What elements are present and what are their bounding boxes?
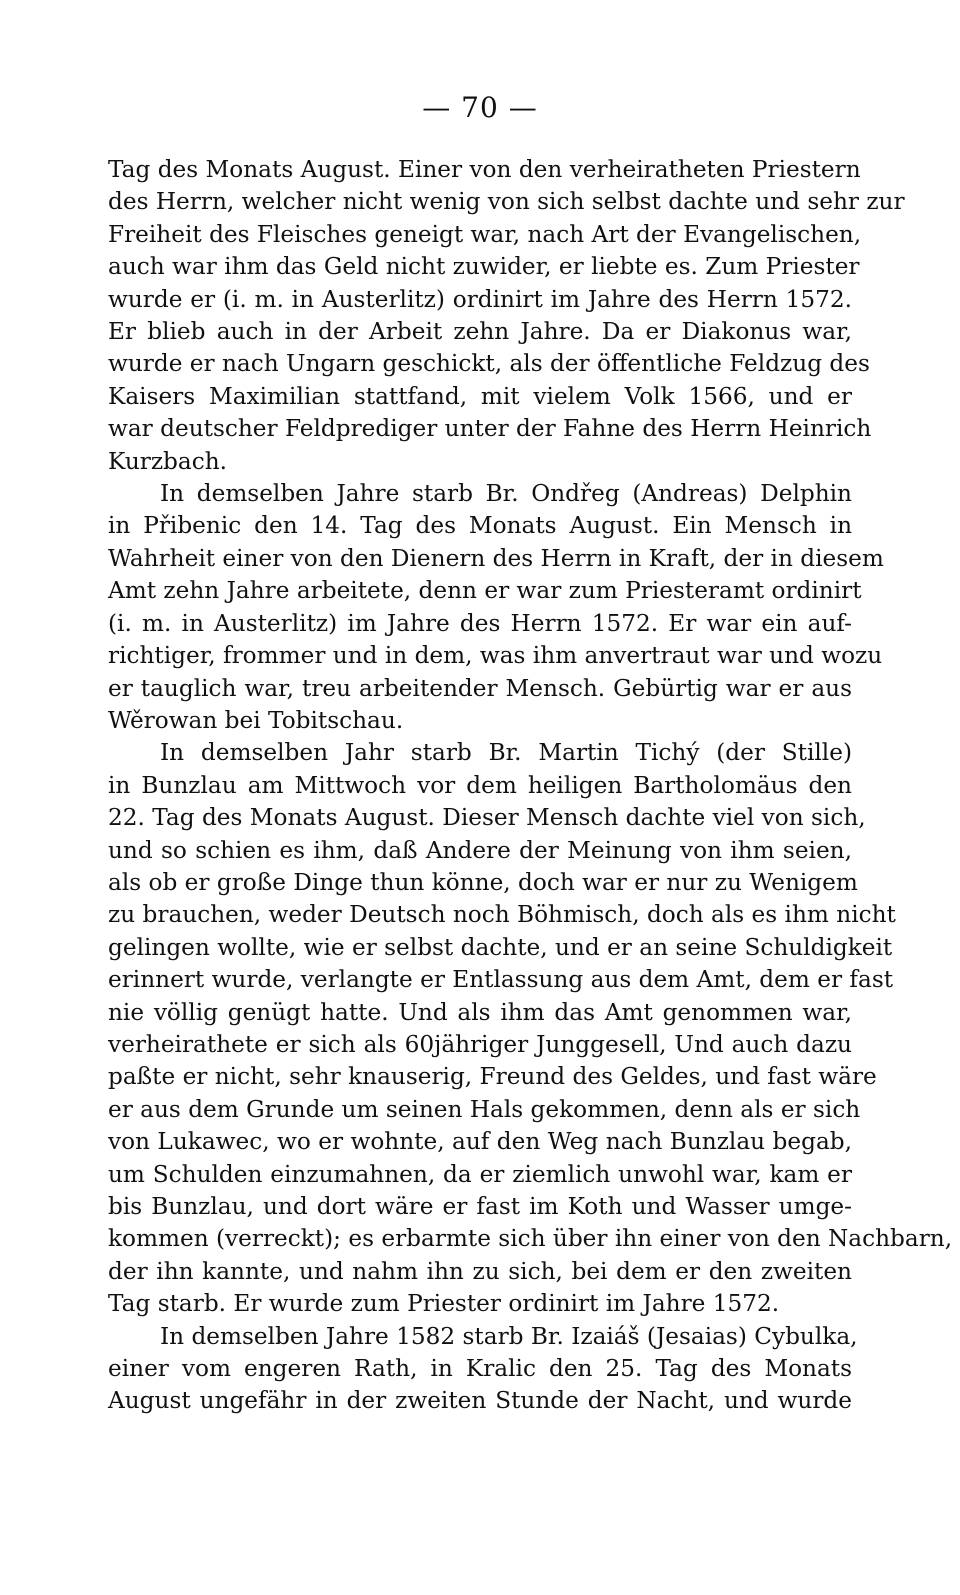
text-line: einer vom engeren Rath, in Kralic den 25. Tag des Monats (108, 1355, 852, 1383)
text-line: in Bunzlau am Mittwoch vor dem heiligen Bartholomäus den (108, 771, 852, 799)
book-page (108, 84, 953, 1574)
text-line: Wahrheit einer von den Dienern des Herrn in Kraft, der in diesem (108, 544, 884, 572)
text-line: (i. m. in Austerlitz) im Jahre des Herrn 1572. Er war ein auf- (108, 609, 852, 637)
text-line: Kurzbach. (108, 447, 228, 475)
text-line: auch war ihm das Geld nicht zuwider, er liebte es. Zum Priester (108, 253, 860, 281)
text-line: In demselben Jahre 1582 starb Br. Izaiáš (Jesaias) Cybulka, (160, 1322, 858, 1350)
text-line: gelingen wollte, wie er selbst dachte, und er an seine Schuldigkeit (108, 933, 893, 961)
text-line: Er blieb auch in der Arbeit zehn Jahre. Da er Diakonus war, (108, 318, 852, 346)
text-line: 22. Tag des Monats August. Dieser Mensch dachte viel von sich, (108, 804, 866, 832)
text-line: kommen (verreckt); es erbarmte sich über ihn einer von den Nachbarn, (108, 1225, 953, 1253)
text-line: In demselben Jahr starb Br. Martin Tichý (der Stille) (160, 739, 852, 767)
text-line: von Lukawec, wo er wohnte, auf den Weg nach Bunzlau begab, (108, 1128, 852, 1156)
text-line: des Herrn, welcher nicht wenig von sich selbst dachte und sehr zur (108, 188, 905, 216)
text-line: und so schien es ihm, daß Andere der Meinung von ihm seien, (108, 836, 852, 864)
text-line: er aus dem Grunde um seinen Hals gekommen, denn als er sich (108, 1095, 861, 1123)
text-line: Amt zehn Jahre arbeitete, denn er war zum Priesteramt ordinirt (108, 577, 862, 605)
text-line: Kaisers Maximilian stattfand, mit vielem Volk 1566, und er (108, 382, 852, 410)
text-line: In demselben Jahre starb Br. Ondřeg (Andreas) Delphin (160, 480, 852, 508)
text-line: richtiger, frommer und in dem, was ihm anvertraut war und wozu (108, 642, 883, 670)
text-line: er tauglich war, treu arbeitender Mensch. Gebürtig war er aus (108, 674, 852, 702)
text-line: paßte er nicht, sehr knauserig, Freund des Geldes, und fast wäre (108, 1063, 877, 1091)
text-line: verheirathete er sich als 60jähriger Junggesell, Und auch dazu (108, 1030, 852, 1058)
text-line: bis Bunzlau, und dort wäre er fast im Koth und Wasser umge- (108, 1193, 852, 1220)
text-line: wurde er (i. m. in Austerlitz) ordinirt im Jahre des Herrn 1572. (108, 285, 852, 313)
text-line: in Přibenic den 14. Tag des Monats August. Ein Mensch in (108, 512, 852, 540)
text-line: der ihn kannte, und nahm ihn zu sich, bei dem er den zweiten (108, 1257, 852, 1285)
text-line: um Schulden einzumahnen, da er ziemlich unwohl war, kam er (108, 1160, 852, 1188)
page-body-text (108, 154, 953, 1418)
text-line: Tag starb. Er wurde zum Priester ordinirt im Jahre 1572. (108, 1290, 780, 1318)
text-line: erinnert wurde, verlangte er Entlassung aus dem Amt, dem er fast (108, 966, 894, 994)
page-number: — 70 — (422, 91, 538, 124)
text-line: nie völlig genügt hatte. Und als ihm das Amt genommen war, (108, 998, 852, 1026)
text-line: zu brauchen, weder Deutsch noch Böhmisch, doch als es ihm nicht (108, 901, 896, 929)
text-line: Freiheit des Fleisches geneigt war, nach Art der Evangelischen, (108, 220, 862, 248)
text-line: Wěrowan bei Tobitschau. (108, 706, 404, 734)
text-line: war deutscher Feldprediger unter der Fahne des Herrn Heinrich (108, 415, 872, 443)
text-line: wurde er nach Ungarn geschickt, als der öffentliche Feldzug des (108, 350, 870, 378)
text-line: Tag des Monats August. Einer von den verheiratheten Priestern (108, 156, 861, 183)
text-line: August ungefähr in der zweiten Stunde der Nacht, und wurde (108, 1387, 852, 1415)
text-line: als ob er große Dinge thun könne, doch war er nur zu Wenigem (108, 868, 858, 896)
